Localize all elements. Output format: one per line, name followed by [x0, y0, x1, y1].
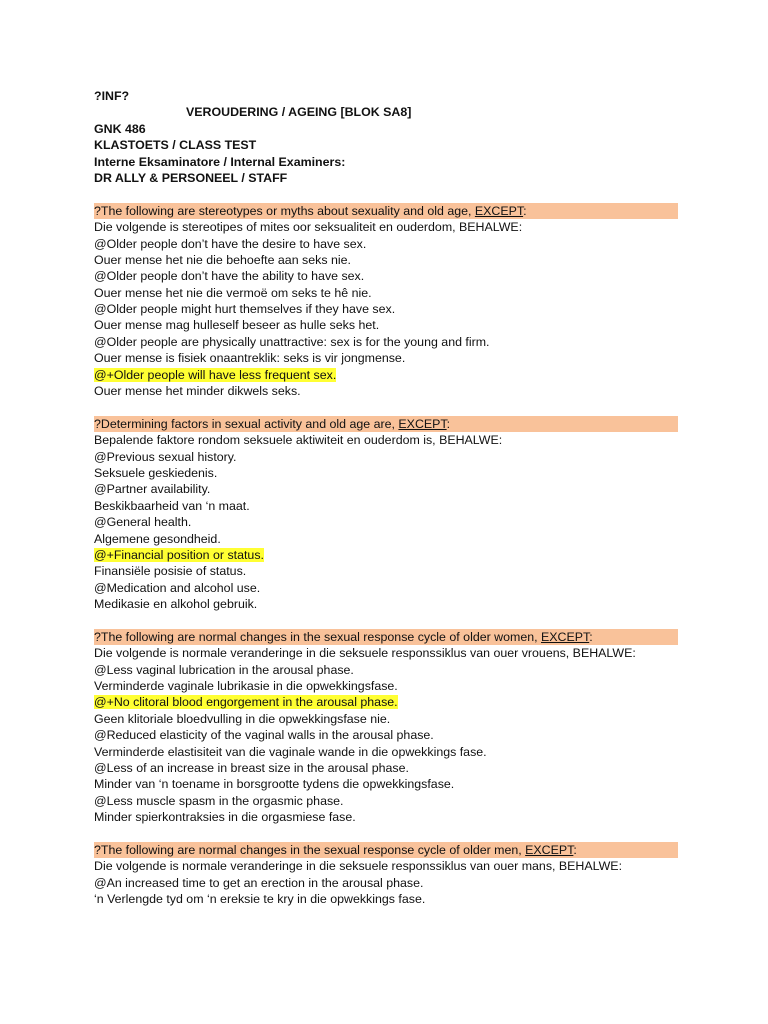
- question-3-en: [94, 629, 678, 645]
- question-2-af: Bepalende faktore rondom seksuele aktiwiteit en ouderdom is, BEHALWE:: [94, 433, 503, 448]
- question-4-af: Die volgende is normale veranderinge in die seksuele responssiklus van ouer mans, BEHALWE:: [94, 859, 623, 874]
- test-type: KLASTOETS / CLASS TEST: [94, 138, 257, 153]
- course-code: GNK 486: [94, 121, 146, 136]
- question-text: ?The following are stereotypes or myths about sexuality and old age,: [94, 203, 475, 218]
- option-en: @Partner availability.: [94, 482, 211, 497]
- option-af: Verminderde elastisiteit van die vaginale wande in die opwekkings fase.: [94, 744, 487, 759]
- option-af: Ouer mense mag hulleself beseer as hulle seks het.: [94, 318, 380, 333]
- question-4-en: [94, 842, 678, 858]
- option-af: Geen klitoriale bloedvulling in die opwekkingsfase nie.: [94, 711, 391, 726]
- spacer: [94, 399, 684, 415]
- correct-option-en: [94, 547, 684, 563]
- question-suffix: :: [523, 203, 527, 218]
- option-af: Minder spierkontraksies in die orgasmiese fase.: [94, 810, 356, 825]
- question-3-af: Die volgende is normale veranderinge in die seksuele responssiklus van ouer vrouens, BEHALWE:: [94, 646, 636, 661]
- correct-option-en: [94, 694, 684, 710]
- option-en: @An increased time to get an erection in the arousal phase.: [94, 875, 424, 890]
- inf-marker: ?INF?: [94, 89, 130, 103]
- correct-answer-highlight: @+No clitoral blood engorgement in the arousal phase.: [94, 695, 398, 710]
- option-en: @Medication and alcohol use.: [94, 580, 261, 595]
- option-af: Ouer mense het nie die vermoë om seks te hê nie.: [94, 285, 372, 300]
- spacer: [94, 186, 684, 202]
- option-en: @Less of an increase in breast size in the arousal phase.: [94, 761, 409, 776]
- option-en: @Less vaginal lubrication in the arousal phase.: [94, 662, 354, 677]
- option-af: ‘n Verlengde tyd om ‘n ereksie te kry in die opwekkings fase.: [94, 892, 426, 907]
- option-af: Beskikbaarheid van ‘n maat.: [94, 498, 250, 513]
- correct-answer-highlight: @+Older people will have less frequent sex.: [94, 367, 337, 382]
- option-af: Ouer mense het minder dikwels seks.: [94, 384, 301, 399]
- spacer: [94, 613, 684, 629]
- option-af: Medikasie en alkohol gebruik.: [94, 597, 258, 612]
- option-af: Ouer mense het nie die behoefte aan seks nie.: [94, 252, 351, 267]
- option-af: Seksuele geskiedenis.: [94, 465, 218, 480]
- question-text: ?The following are normal changes in the sexual response cycle of older men,: [94, 842, 526, 857]
- option-en: @Reduced elasticity of the vaginal walls in the arousal phase.: [94, 728, 434, 743]
- except-label: EXCEPT: [474, 203, 524, 218]
- question-suffix: :: [446, 416, 451, 431]
- except-label: EXCEPT: [398, 416, 447, 431]
- except-label: EXCEPT: [525, 842, 574, 857]
- examiners: DR ALLY & PERSONEEL / STAFF: [94, 170, 288, 185]
- question-suffix: :: [573, 842, 577, 857]
- option-en: @General health.: [94, 515, 192, 530]
- document-title: VEROUDERING / AGEING [BLOK SA8]: [186, 105, 412, 120]
- option-en: @Previous sexual history.: [94, 449, 237, 464]
- option-en: @Older people don’t have the ability to have sex.: [94, 269, 365, 284]
- question-suffix: :: [589, 629, 593, 644]
- option-af: Verminderde vaginale lubrikasie in die opwekkingsfase.: [94, 679, 398, 694]
- correct-answer-highlight: @+Financial position or status.: [94, 547, 264, 562]
- option-en: @Older people are physically unattractive: sex is for the young and firm.: [94, 334, 490, 349]
- option-en: @Less muscle spasm in the orgasmic phase.: [94, 793, 344, 808]
- option-en: @Older people don’t have the desire to have sex.: [94, 236, 367, 251]
- correct-option-en: [94, 367, 684, 383]
- examiners-label: Interne Eksaminatore / Internal Examiners:: [94, 154, 346, 169]
- except-label: EXCEPT: [541, 629, 590, 644]
- document-page: [94, 88, 684, 908]
- option-af: Finansiële posisie of status.: [94, 564, 247, 579]
- question-1-af: Die volgende is stereotipes of mites oor seksualiteit en ouderdom, BEHALWE:: [94, 220, 523, 235]
- question-text: ?The following are normal changes in the sexual response cycle of older women,: [94, 629, 541, 644]
- question-text: ?Determining factors in sexual activity and old age are,: [94, 416, 399, 431]
- option-af: Algemene gesondheid.: [94, 531, 221, 546]
- option-en: @Older people might hurt themselves if they have sex.: [94, 302, 396, 317]
- question-2-en: [94, 416, 678, 432]
- option-af: Minder van ‘n toename in borsgrootte tydens die opwekkingsfase.: [94, 777, 455, 792]
- option-af: Ouer mense is fisiek onaantreklik: seks is vir jongmense.: [94, 351, 406, 366]
- question-1-en: [94, 203, 678, 219]
- spacer: [94, 826, 684, 842]
